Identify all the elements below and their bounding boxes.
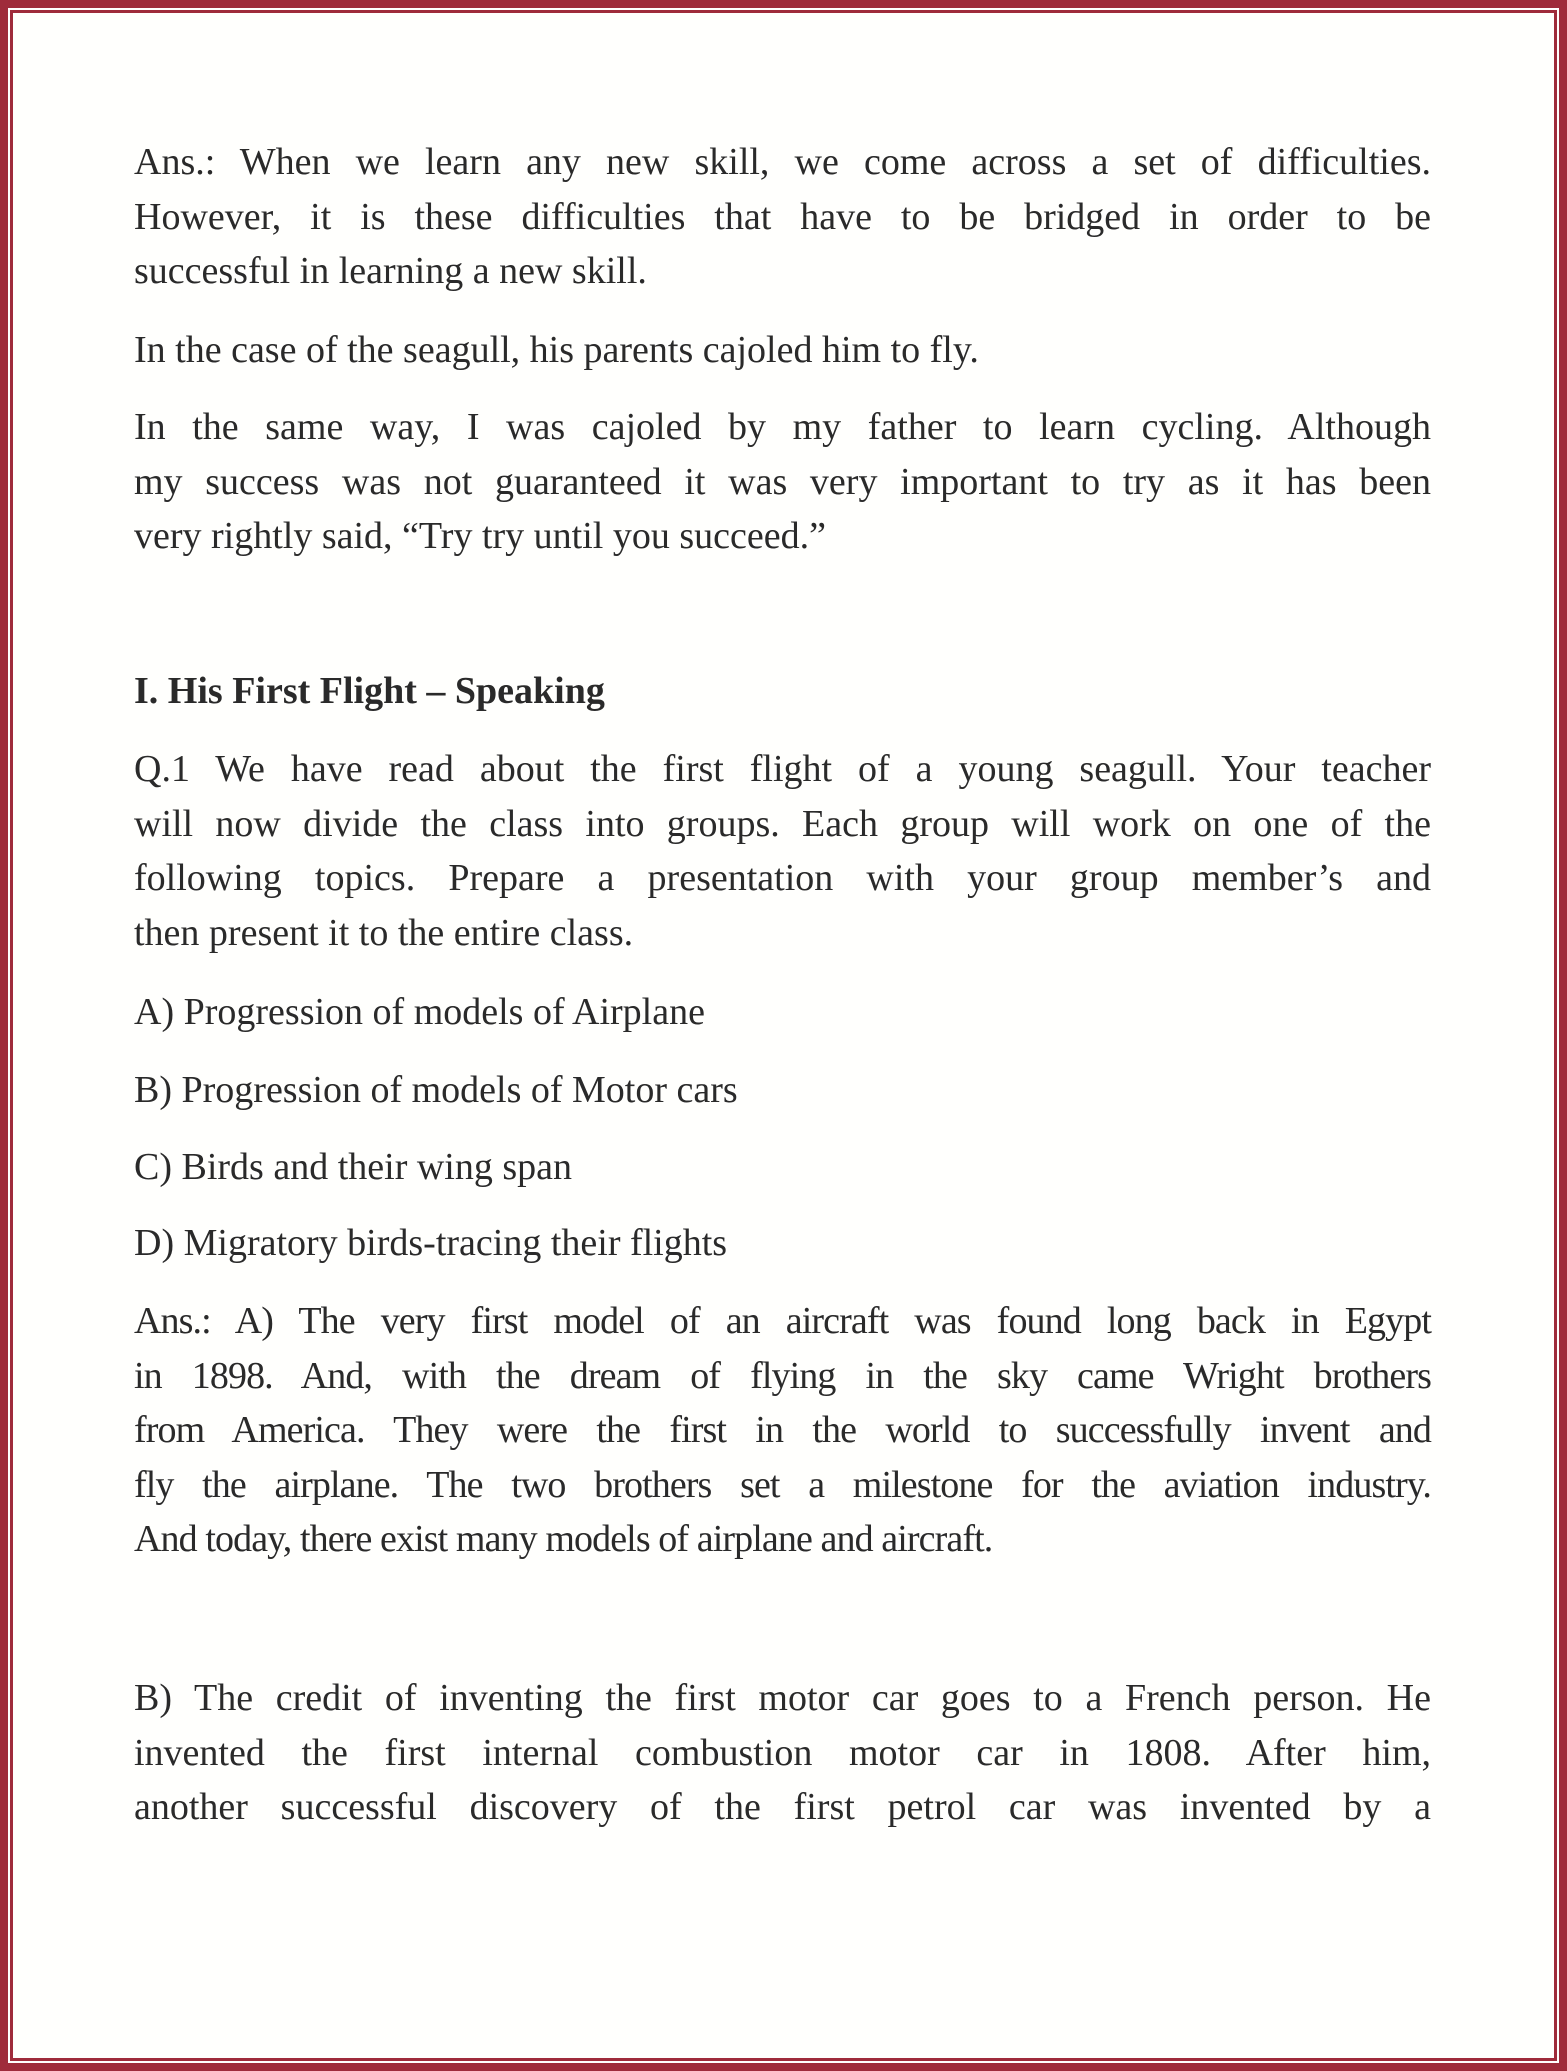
option-text: A) Progression of models of Airplane [134,991,705,1033]
cycling-paragraph [134,400,1431,564]
seagull-paragraph [134,323,1431,378]
option-d [134,1216,1431,1271]
option-b [134,1063,1431,1118]
section-heading [134,664,1431,719]
text-line: my success was not guaranteed it was very important to try as it has been [134,460,1431,503]
option-text: C) Birds and their wing span [134,1146,573,1188]
option-text: D) Migratory birds-tracing their flights [134,1222,728,1264]
text-line: However, it is these difficulties that have to be bridged in order to be [134,195,1431,238]
text-line: another successful discovery of the first petrol car was invented by a [134,1786,1431,1828]
text-line: invented the first internal combustion motor car in 1808. After him, [134,1731,1431,1774]
text-line: In the same way, I was cajoled by my father to learn cycling. Although [134,406,1431,448]
answer-b-paragraph [134,1671,1431,1835]
text-line: Ans.: A) The very first model of an aircraft was found long back in Egypt [134,1300,1431,1342]
text-line: Q.1 We have read about the first flight of a young seagull. Your teacher [134,748,1431,790]
text-line: successful in learning a new skill. [134,250,647,292]
answer-paragraph-skill [134,135,1431,299]
text-line: then present it to the entire class. [134,911,634,954]
text-line: will now divide the class into groups. Each group will work on one of the [134,802,1431,845]
text-line: following topics. Prepare a presentation with your group member’s and [134,857,1431,899]
answer-a-paragraph [134,1294,1431,1567]
option-text: B) Progression of models of Motor cars [134,1069,738,1111]
text-line: from America. They were the first in the world to successfully invent and [134,1409,1431,1451]
text-line: in 1898. And, with the dream of flying in the sky came Wright brothers [134,1354,1431,1397]
text-line: And today, there exist many models of airplane and aircraft. [134,1518,993,1560]
text-line: very rightly said, “Try try until you succeed.” [134,515,826,557]
text-line: B) The credit of inventing the first motor car goes to a French person. He [134,1677,1431,1719]
question-1 [134,742,1431,960]
option-c [134,1140,1431,1195]
text-line: fly the airplane. The two brothers set a milestone for the aviation industry. [134,1463,1431,1506]
heading-text: I. His First Flight – Speaking [134,670,605,712]
text-line: In the case of the seagull, his parents cajoled him to fly. [134,329,979,371]
option-a [134,985,1431,1040]
text-line: Ans.: When we learn any new skill, we come across a set of difficulties. [134,141,1431,183]
